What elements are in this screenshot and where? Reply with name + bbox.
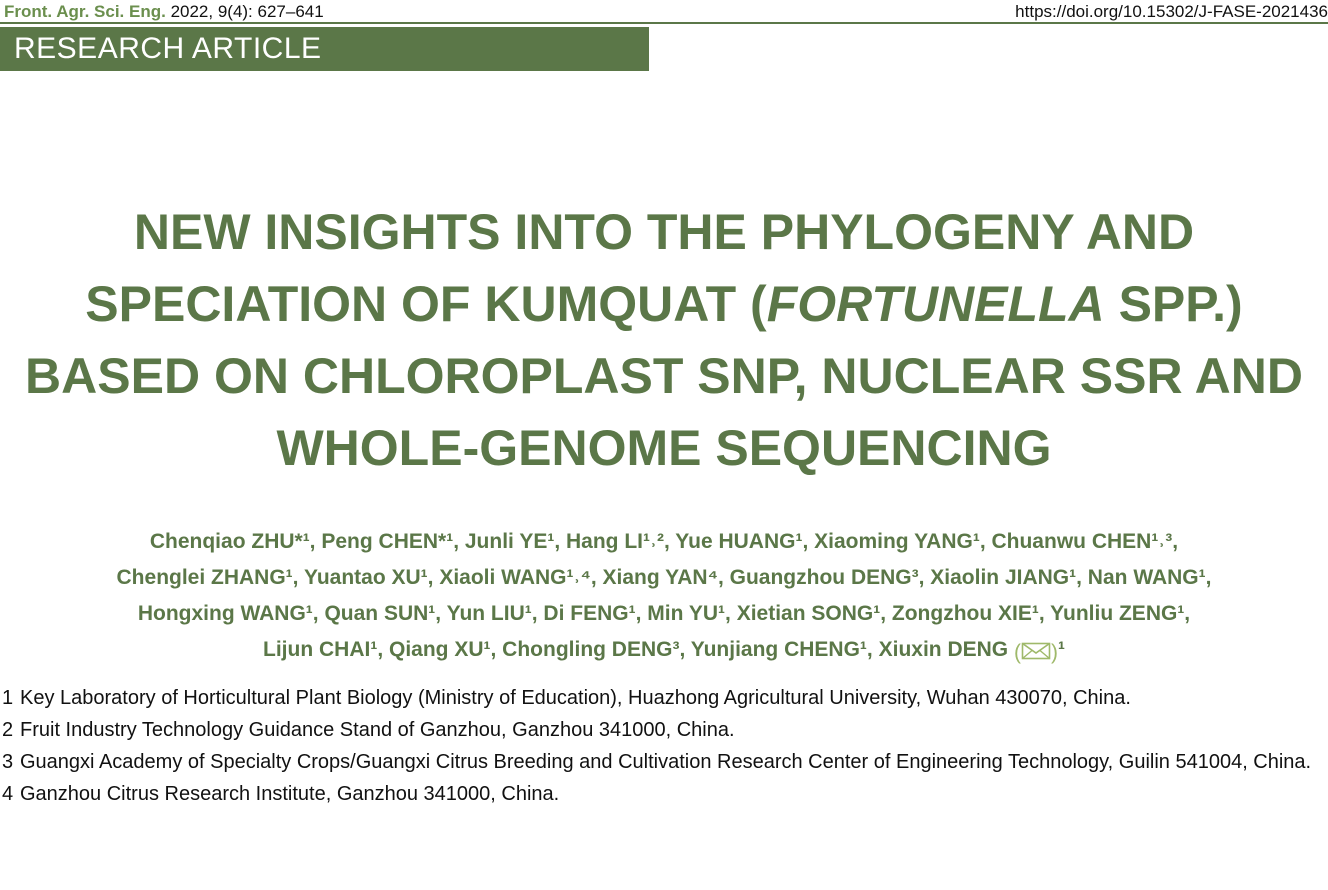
doi-link[interactable]: https://doi.org/10.15302/J-FASE-2021436 [1015,2,1328,21]
author-line-2: Chenglei ZHANG¹, Yuantao XU¹, Xiaoli WANG¹˒⁴, Xiang YAN⁴, Guangzhou DENG³, Xiaolin JIANG¹, Nan WANG¹, [116,566,1212,589]
author-line-4 [0,632,1328,671]
affiliation-text: Guangxi Academy of Specialty Crops/Guangxi Citrus Breeding and Cultivation Research Center of Engineering Technology, Guilin 541004, China. [20,751,1312,773]
affiliation-number: 1 [2,687,14,709]
envelope-icon [1021,641,1051,664]
journal-volume: 2022, 9(4): 627–641 [170,2,324,21]
affiliation-item [2,714,1322,746]
journal-reference [4,1,324,23]
title-line-4: WHOLE-GENOME SEQUENCING [276,420,1052,476]
journal-name: Front. Agr. Sci. Eng. [4,2,166,21]
author-list [0,524,1328,671]
affiliation-item [2,778,1322,810]
affiliation-item [2,682,1322,714]
affiliation-list [2,682,1322,810]
article-type-label: RESEARCH ARTICLE [14,32,322,65]
title-line-1: NEW INSIGHTS INTO THE PHYLOGENY AND [133,204,1195,260]
title-line-3: BASED ON CHLOROPLAST SNP, NUCLEAR SSR AND [25,348,1303,404]
title-line-2-post: SPP.) [1104,276,1243,332]
affiliation-text: Key Laboratory of Horticultural Plant Biology (Ministry of Education), Huazhong Agricultural University, Wuhan 430070, China. [20,687,1131,709]
affiliation-number: 3 [2,751,14,773]
title-line-2-pre: SPECIATION OF KUMQUAT ( [85,276,767,332]
affiliation-text: Fruit Industry Technology Guidance Stand of Ganzhou, Ganzhou 341000, China. [20,719,735,741]
envelope-open-paren: ( [1013,641,1021,664]
title-line-2 [0,268,1328,340]
envelope-close-paren: ) [1050,641,1058,664]
paper-title [0,196,1328,484]
author-line-3: Hongxing WANG¹, Quan SUN¹, Yun LIU¹, Di FENG¹, Min YU¹, Xietian SONG¹, Zongzhou XIE¹, Yunliu ZENG¹, [137,602,1191,625]
affiliation-number: 2 [2,719,14,741]
journal-header [0,0,1328,24]
corresponding-author-affil: ¹ [1057,638,1065,661]
author-line-1: Chenqiao ZHU*¹, Peng CHEN*¹, Junli YE¹, Hang LI¹˒², Yue HUANG¹, Xiaoming YANG¹, Chuanwu CHEN¹˒³, [149,530,1179,553]
affiliation-number: 4 [2,783,14,805]
affiliation-text: Ganzhou Citrus Research Institute, Ganzhou 341000, China. [20,783,560,805]
article-type-banner [0,27,649,71]
affiliation-item [2,746,1322,778]
corresponding-author-marker[interactable] [1014,635,1058,671]
author-line-4-text: Lijun CHAI¹, Qiang XU¹, Chongling DENG³, Yunjiang CHENG¹, Xiuxin DENG [263,638,1009,661]
title-genus-italic: FORTUNELLA [766,276,1105,332]
